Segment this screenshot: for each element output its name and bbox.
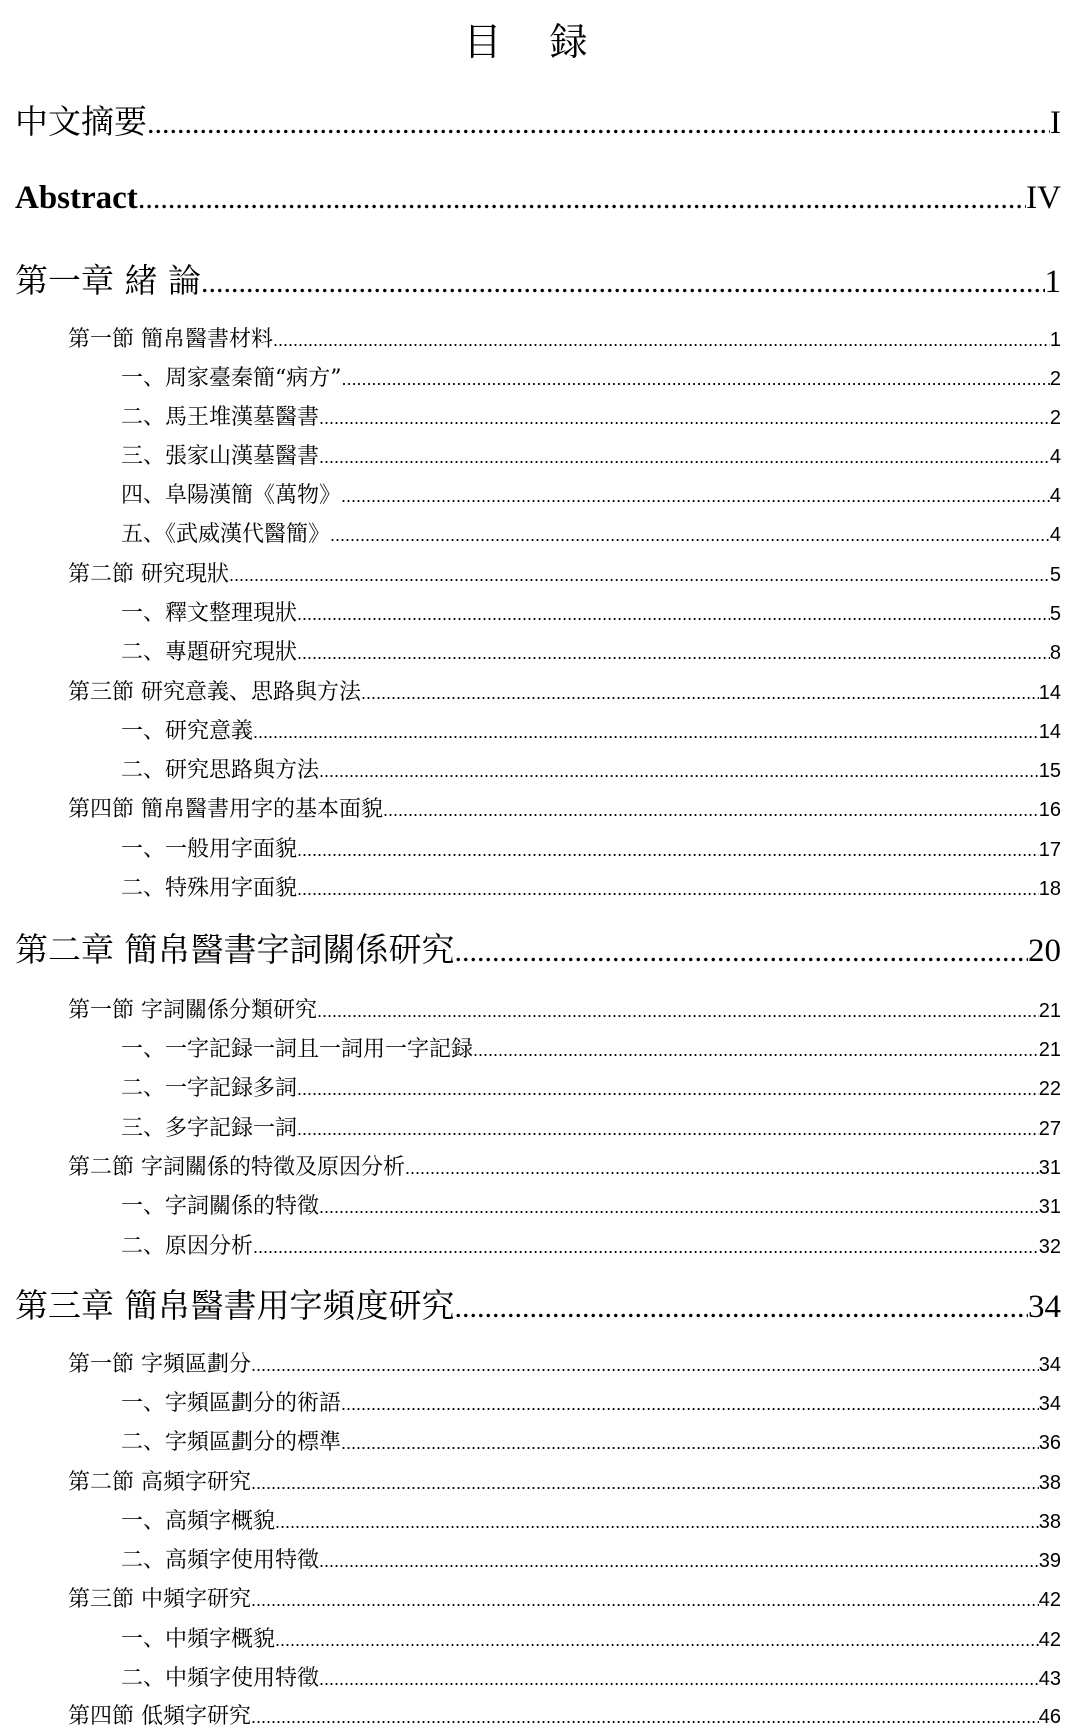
- toc-entry-subsection[interactable]: [121, 478, 1061, 509]
- toc-page-number: 14: [1038, 721, 1061, 743]
- toc-entry-label: 第二節 字詞關係的特徵及原因分析: [68, 1155, 405, 1180]
- toc-leader: [319, 447, 1050, 468]
- toc-leader: [253, 722, 1039, 743]
- toc-entry-label: 第三節 研究意義、思路與方法: [68, 680, 361, 705]
- toc-entry-label: 第一章 緒 論: [15, 261, 201, 300]
- toc-page-number: 39: [1038, 1550, 1061, 1572]
- toc-entry-label: 三、張家山漢墓醫書: [121, 444, 320, 469]
- toc-page-number: 34: [1038, 1393, 1061, 1415]
- toc-entry-label: 二、研究思路與方法: [121, 758, 320, 783]
- toc-leader: [383, 800, 1039, 821]
- toc-leader: [317, 1001, 1039, 1022]
- toc-page-number: 21: [1038, 1000, 1061, 1022]
- toc-entry-subsection[interactable]: [121, 832, 1061, 863]
- toc-entry-label: 第二章 簡帛醫書字詞關係研究: [15, 930, 455, 969]
- toc-entry-label: 二、一字記録多詞: [121, 1076, 298, 1101]
- toc-entry-section[interactable]: [68, 1582, 1061, 1613]
- toc-entry-subsection[interactable]: [121, 753, 1061, 784]
- toc-entry-label: 二、原因分析: [121, 1234, 254, 1259]
- toc-entry-label: 二、高頻字使用特徵: [121, 1548, 320, 1573]
- toc-leader: [201, 266, 1045, 300]
- toc-entry-label: 二、馬王堆漢墓醫書: [121, 405, 320, 430]
- toc-leader: [273, 330, 1050, 351]
- toc-page-number: 38: [1038, 1472, 1061, 1494]
- toc-entry-label: 第三節 中頻字研究: [68, 1587, 251, 1612]
- toc-entry-label: 二、字頻區劃分的標準: [121, 1430, 342, 1455]
- toc-leader: [341, 486, 1050, 507]
- toc-entry-label: 一、周家臺秦簡“病方”: [121, 366, 342, 391]
- toc-page-number: 15: [1038, 760, 1061, 782]
- toc-entry-section[interactable]: [68, 1347, 1061, 1378]
- toc-leader: [251, 1473, 1039, 1494]
- toc-entry-label: 第三章 簡帛醫書用字頻度研究: [15, 1286, 455, 1325]
- toc-entry-subsection[interactable]: [121, 871, 1061, 902]
- toc-entry-subsection[interactable]: [121, 1504, 1061, 1535]
- toc-page-number: 8: [1049, 642, 1061, 664]
- toc-entry-label: 三、多字記録一詞: [121, 1116, 298, 1141]
- toc-entry-subsection[interactable]: [121, 1111, 1061, 1142]
- toc-page-number: 31: [1038, 1196, 1061, 1218]
- toc-entry-chapter-1[interactable]: [15, 255, 1061, 302]
- toc-page-number: 27: [1038, 1118, 1061, 1140]
- toc-entry-subsection[interactable]: [121, 517, 1061, 548]
- toc-entry-label: 二、專題研究現狀: [121, 640, 298, 665]
- toc-entry-section[interactable]: [68, 1465, 1061, 1496]
- toc-page-number: 21: [1038, 1039, 1061, 1061]
- toc-leader: [319, 761, 1039, 782]
- toc-entry-label: 第一節 字詞關係分類研究: [68, 998, 317, 1023]
- toc-entry-subsection[interactable]: [121, 1386, 1061, 1417]
- toc-leader: [253, 1237, 1039, 1258]
- toc-page-number: I: [1050, 105, 1061, 141]
- toc-leader: [319, 1669, 1039, 1690]
- toc-leader: [229, 565, 1050, 586]
- toc-page-number: 20: [1028, 933, 1061, 969]
- toc-entry-label: 一、高頻字概貌: [121, 1509, 276, 1534]
- toc-page-number: 34: [1028, 1289, 1061, 1325]
- toc-page-number: 18: [1038, 878, 1061, 900]
- toc-page-number: 36: [1038, 1432, 1061, 1454]
- toc-entry-subsection[interactable]: [121, 1622, 1061, 1653]
- toc-page-number: 42: [1038, 1629, 1061, 1651]
- toc-entry-label: 五、《武威漢代醫簡》: [121, 522, 331, 547]
- toc-leader: [275, 1512, 1039, 1533]
- toc-entry-label: 第四節 低頻字研究: [68, 1704, 251, 1729]
- toc-entry-label: 一、字頻區劃分的術語: [121, 1391, 342, 1416]
- toc-page-number: 43: [1038, 1668, 1061, 1690]
- toc-leader: [473, 1040, 1039, 1061]
- toc-page-number: 5: [1049, 564, 1061, 586]
- toc-page-number: 2: [1049, 368, 1061, 390]
- toc-entry-label: 一、釋文整理現狀: [121, 601, 298, 626]
- toc-leader: [297, 840, 1039, 861]
- toc-page-number: 17: [1038, 839, 1061, 861]
- toc-entry-section[interactable]: [68, 675, 1061, 706]
- toc-leader: [251, 1590, 1039, 1611]
- toc-entry-abstract-zh[interactable]: [15, 96, 1061, 143]
- toc-page-number: 46: [1038, 1706, 1061, 1728]
- toc-leader: [297, 604, 1050, 625]
- toc-entry-subsection[interactable]: [121, 1189, 1061, 1220]
- toc-entry-label: 一、中頻字概貌: [121, 1627, 276, 1652]
- toc-page-number: 5: [1049, 603, 1061, 625]
- toc-page-number: 16: [1038, 799, 1061, 821]
- toc-entry-subsection[interactable]: [121, 439, 1061, 470]
- toc-page-number: 38: [1038, 1511, 1061, 1533]
- toc-leader: [251, 1355, 1039, 1376]
- toc-leader: [297, 1079, 1039, 1100]
- toc-entry-label: 第二節 高頻字研究: [68, 1470, 251, 1495]
- toc-page-number: 4: [1049, 524, 1061, 546]
- toc-page-number: 2: [1049, 407, 1061, 429]
- toc-page-number: 22: [1038, 1078, 1061, 1100]
- toc-leader: [455, 935, 1029, 969]
- toc-leader: [342, 369, 1050, 390]
- toc-entry-subsection[interactable]: [121, 635, 1061, 666]
- toc-entry-section[interactable]: [68, 1150, 1061, 1181]
- toc-leader: [341, 1433, 1039, 1454]
- toc-leader: [275, 1630, 1039, 1651]
- toc-entry-label: 中文摘要: [15, 102, 147, 141]
- toc-entry-label: 一、一般用字面貌: [121, 837, 298, 862]
- toc-entry-label: 第一節 字頻區劃分: [68, 1352, 251, 1377]
- toc-entry-section[interactable]: [68, 322, 1061, 353]
- toc-entry-subsection[interactable]: [121, 1661, 1061, 1692]
- toc-leader: [297, 879, 1039, 900]
- toc-leader: [138, 182, 1026, 216]
- toc-entry-section[interactable]: [68, 1699, 1061, 1730]
- toc-entry-subsection[interactable]: [121, 1229, 1061, 1260]
- toc-entry-subsection[interactable]: [121, 1071, 1061, 1102]
- toc-entry-chapter-2[interactable]: [15, 924, 1061, 971]
- toc-leader: [297, 643, 1050, 664]
- toc-leader: [319, 1197, 1039, 1218]
- toc-entry-label: 第一節 簡帛醫書材料: [68, 327, 273, 352]
- toc-entry-abstract-en[interactable]: [15, 180, 1061, 217]
- toc-entry-subsection[interactable]: [121, 400, 1061, 431]
- toc-leader: [319, 408, 1050, 429]
- toc-title: 目 録: [463, 20, 606, 64]
- toc-entry-label: 一、一字記録一詞且一詞用一字記録: [121, 1037, 474, 1062]
- toc-page-number: 32: [1038, 1236, 1061, 1258]
- toc-entry-label: 第二節 研究現狀: [68, 562, 229, 587]
- toc-entry-subsection[interactable]: [121, 1425, 1061, 1456]
- toc-entry-label: 一、字詞關係的特徵: [121, 1194, 320, 1219]
- toc-leader: [455, 1291, 1029, 1325]
- toc-entry-label: 第四節 簡帛醫書用字的基本面貌: [68, 797, 383, 822]
- toc-entry-label: 二、特殊用字面貌: [121, 876, 298, 901]
- toc-page-number: 1: [1049, 329, 1061, 351]
- toc-entry-label: Abstract: [15, 180, 138, 216]
- toc-leader: [319, 1551, 1039, 1572]
- toc-leader: [330, 525, 1050, 546]
- toc-page-number: 4: [1049, 446, 1061, 468]
- toc-entry-subsection[interactable]: [121, 361, 1061, 392]
- toc-leader: [297, 1119, 1039, 1140]
- toc-entry-section[interactable]: [68, 792, 1061, 823]
- toc-entry-section[interactable]: [68, 557, 1061, 588]
- toc-page-number: 34: [1038, 1354, 1061, 1376]
- toc-page-number: 42: [1038, 1589, 1061, 1611]
- toc-leader: [251, 1707, 1039, 1728]
- toc-leader: [405, 1158, 1039, 1179]
- toc-entry-subsection[interactable]: [121, 596, 1061, 627]
- toc-entry-section[interactable]: [68, 993, 1061, 1024]
- toc-leader: [341, 1394, 1039, 1415]
- toc-leader: [361, 683, 1039, 704]
- toc-page-number: 31: [1038, 1157, 1061, 1179]
- toc-page-number: 1: [1044, 264, 1061, 300]
- toc-entry-label: 二、中頻字使用特徵: [121, 1666, 320, 1691]
- toc-page-number: IV: [1026, 180, 1061, 216]
- toc-page-number: 14: [1038, 682, 1061, 704]
- toc-entry-label: 一、研究意義: [121, 719, 254, 744]
- toc-page-number: 4: [1049, 485, 1061, 507]
- toc-entry-label: 四、阜陽漢簡《萬物》: [121, 483, 342, 508]
- toc-entry-subsection[interactable]: [121, 1543, 1061, 1574]
- toc-entry-subsection[interactable]: [121, 1032, 1061, 1063]
- toc-leader: [147, 107, 1050, 141]
- toc-entry-chapter-3[interactable]: [15, 1280, 1061, 1327]
- toc-entry-subsection[interactable]: [121, 714, 1061, 745]
